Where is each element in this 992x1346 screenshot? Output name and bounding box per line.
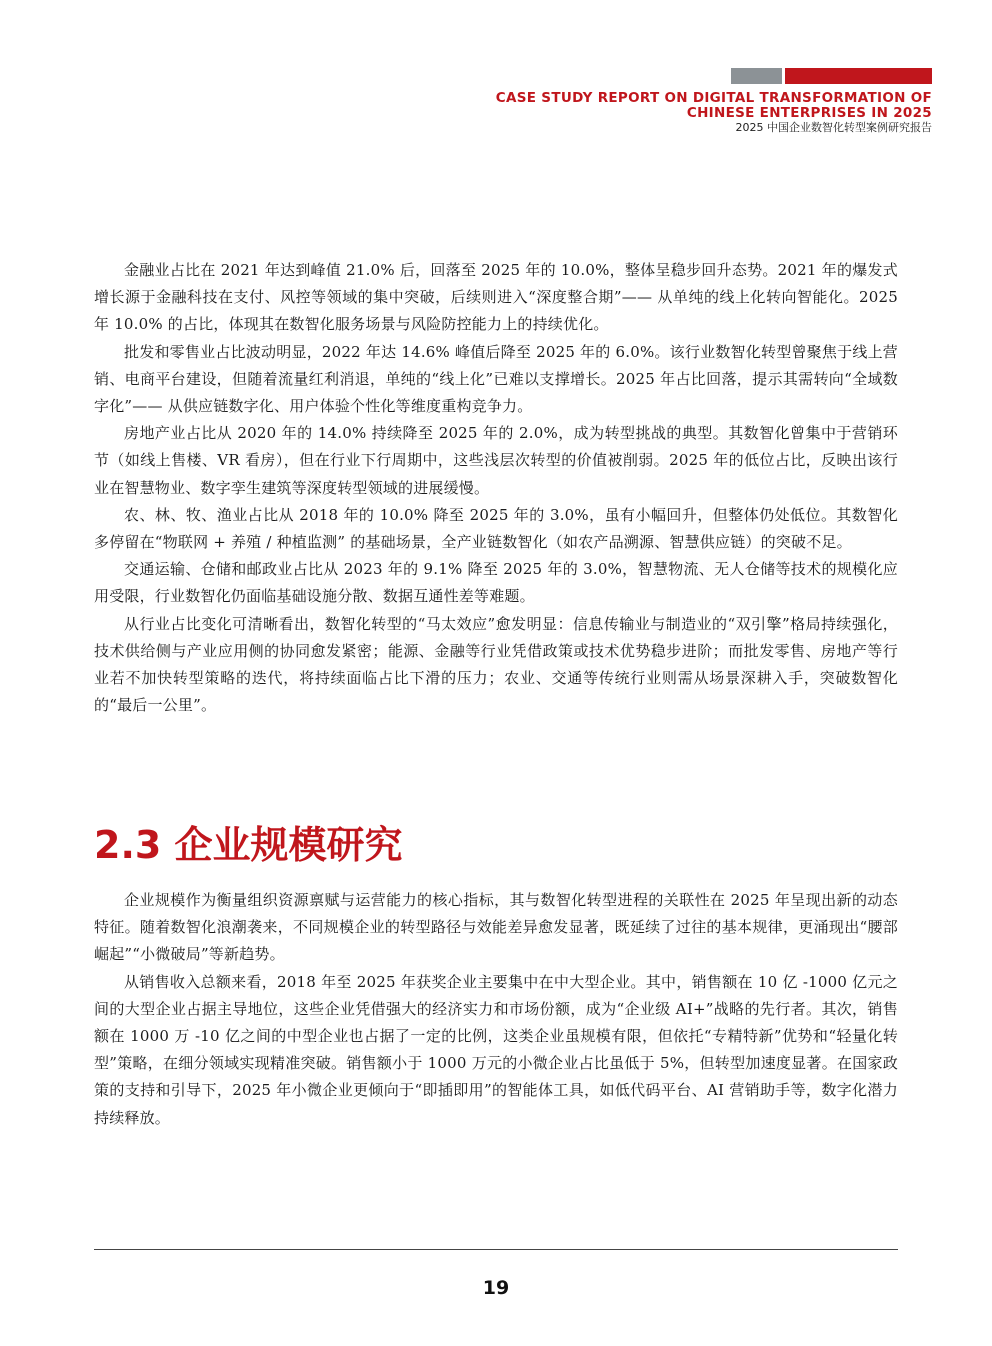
paragraph-sales-revenue: 从销售收入总额来看，2018 年至 2025 年获奖企业主要集中在中大型企业。其中，销售额在 10 亿 -1000 亿元之间的大型企业占据主导地位，这些企业凭借强大的经济实力和市场份额，成为“企业级 AI+”战略的先行者。其次，销售额在 1000 万 -10 亿之间的中型企业也占据了一定的比例，这类企业虽规模有限，但依托“专精特新”优势和“轻量化转型”策略，在细分领域实现精准突破。销售额小于 1000 万元的小微企业占比虽低于 5%，但转型加速度显著。在国家政策的支持和引导下，2025 年小微企业更倾向于“即插即用”的智能体工具，如低代码平台、AI 营销助手等，数字化潜力持续释放。	[94, 972, 898, 1127]
paragraph-real-estate: 房地产业占比从 2020 年的 14.0% 持续降至 2025 年的 2.0%，成为转型挑战的典型。其数智化曾集中于营销环节（如线上售楼、VR 看房），但在行业下行周期中，这些浅层次转型的价值被削弱。2025 年的低位占比，反映出该行业在智慧物业、数字孪生建筑等深度转型领域的进展缓慢。	[94, 424, 898, 497]
header-red-bar	[785, 68, 932, 84]
body-text-lower	[94, 887, 898, 1132]
report-title-en	[332, 91, 932, 121]
paragraph-agriculture: 农、林、牧、渔业占比从 2018 年的 10.0% 降至 2025 年的 3.0%，虽有小幅回升，但整体仍处低位。其数智化多停留在“物联网 + 养殖 / 种植监测” 的基础场景，全产业链数智化（如农产品溯源、智慧供应链）的突破不足。	[94, 505, 898, 552]
report-title-en-line2: CHINESE ENTERPRISES IN 2025	[686, 105, 932, 121]
paragraph-enterprise-scale-intro: 企业规模作为衡量组织资源禀赋与运营能力的核心指标，其与数智化转型进程的关联性在 2025 年呈现出新的动态特征。随着数智化浪潮袭来，不同规模企业的转型路径与效能差异愈发显著，既延续了过往的基本规律，更涌现出“腰部崛起”“小微破局”等新趋势。	[94, 891, 898, 964]
page-number: 19	[482, 1277, 510, 1299]
section-title: 2.3 企业规模研究	[94, 823, 403, 867]
report-title-en-line1: CASE STUDY REPORT ON DIGITAL TRANSFORMATION OF	[495, 90, 932, 106]
footer-divider	[94, 1249, 898, 1250]
paragraph-wholesale-retail: 批发和零售业占比波动明显，2022 年达 14.6% 峰值后降至 2025 年的 6.0%。该行业数智化转型曾聚焦于线上营销、电商平台建设，但随着流量红利消退，单纯的“线上化”已难以支撑增长。2025 年占比回落，提示其需转向“全域数字化”—— 从供应链数字化、用户体验个性化等维度重构竞争力。	[94, 342, 898, 416]
paragraph-transport: 交通运输、仓储和邮政业占比从 2023 年的 9.1% 降至 2025 年的 3.0%，智慧物流、无人仓储等技术的规模化应用受限，行业数智化仍面临基础设施分散、数据互通性差等难题。	[94, 560, 898, 606]
header-gray-bar	[731, 68, 782, 84]
paragraph-summary: 从行业占比变化可清晰看出，数智化转型的“马太效应”愈发明显：信息传输业与制造业的“双引擎”格局持续强化，技术供给侧与产业应用侧的协同愈发紧密；能源、金融等行业凭借政策或技术优势稳步进阶；而批发零售、房地产等行业若不加快转型策略的迭代，将持续面临占比下滑的压力；农业、交通等传统行业则需从场景深耕入手，突破数智化的“最后一公里”。	[94, 614, 898, 715]
body-text-upper	[94, 257, 898, 719]
report-title-cn: 2025 中国企业数智化转型案例研究报告	[735, 121, 932, 134]
paragraph-finance: 金融业占比在 2021 年达到峰值 21.0% 后，回落至 2025 年的 10.0%，整体呈稳步回升态势。2021 年的爆发式增长源于金融科技在支付、风控等领域的集中突破，后续则进入“深度整合期”—— 从单纯的线上化转向智能化。2025 年 10.0% 的占比，体现其在数智化服务场景与风险防控能力上的持续优化。	[94, 261, 898, 334]
